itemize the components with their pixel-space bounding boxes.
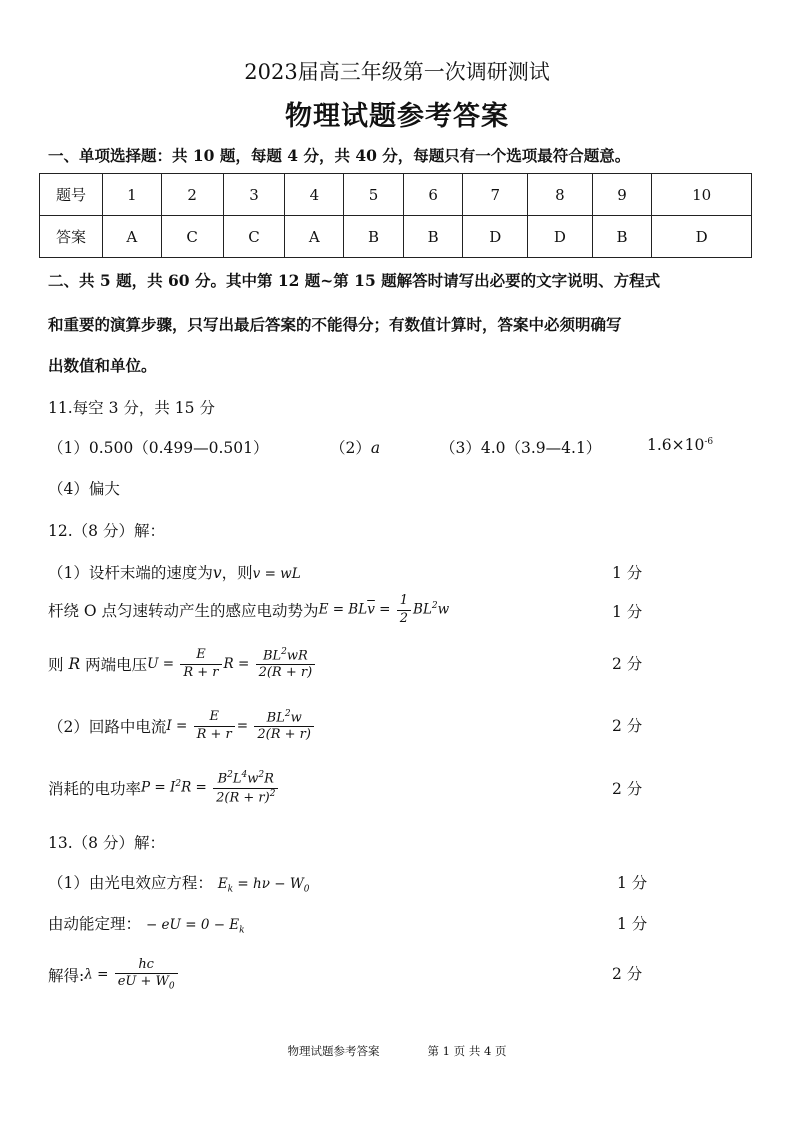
q12-step-3 <box>48 642 317 686</box>
fraction: $\frac{BL^2w}{2(R + r)}$ <box>254 709 314 744</box>
q11-answer-2-value: a <box>370 439 381 457</box>
q12-step-4 <box>48 704 316 748</box>
answer-table <box>39 173 752 258</box>
table-cell: 7 <box>463 174 528 216</box>
fraction: $\frac{E}{R + r}$ <box>194 709 235 743</box>
fraction: $\frac{BL^2wR}{2(R + r)}$ <box>256 647 316 682</box>
table-cell: D <box>463 216 528 258</box>
section2-line-2: 和重要的演算步骤，只写出最后答案的不能得分；有数值计算时，答案中必须明确写 <box>48 315 622 334</box>
table-cell: B <box>344 216 404 258</box>
table-row-answers <box>40 216 752 258</box>
page-footer <box>0 1043 794 1059</box>
fraction: $\frac{1}{2}$ <box>397 593 411 627</box>
table-cell: 1 <box>103 174 162 216</box>
table-cell: A <box>285 216 344 258</box>
q11-heading: 11.每空 3 分，共 15 分 <box>48 399 215 417</box>
q12-power-equation: $P = I^2R$ = $\frac{B^2L^4w^2R}{2(R + r)^2}$ <box>141 770 280 806</box>
table-row-numbers <box>40 174 752 216</box>
fraction: $\frac{E}{R + r}$ <box>180 647 221 681</box>
table-cell: 9 <box>592 174 652 216</box>
q12-step-5-text: 消耗的电功率 <box>48 780 142 798</box>
q12-step-2 <box>48 593 449 627</box>
q12-step-1-score: 1 分 <box>612 564 643 582</box>
q11-answer-3b <box>647 436 713 454</box>
table-cell: A <box>103 216 162 258</box>
table-header-cell: 答案 <box>40 216 103 258</box>
table-cell: 2 <box>161 174 223 216</box>
q12-step-2-text: 杆绕 O 点匀速转动产生的感应电动势为 <box>48 602 319 620</box>
q13-wavelength-equation: λ = $\frac{hc}{eU + W_0}$ <box>84 957 179 993</box>
fraction: $\frac{B^2L^4w^2R}{2(R + r)^2}$ <box>213 770 278 806</box>
q13-step-1 <box>48 871 309 895</box>
q12-step-4-text: （2）回路中电流 <box>48 718 167 736</box>
q13-photoelectric-equation: $E_k = h\nu - W_0$ <box>217 876 310 895</box>
q13-heading: 13.（8 分）解： <box>48 834 165 852</box>
q13-step-3-text: 解得: <box>48 967 85 985</box>
table-cell: 8 <box>528 174 593 216</box>
q12-step-3-score: 2 分 <box>612 655 643 673</box>
q12-current-equation: I = $\frac{E}{R + r}$ = $\frac{BL^2w}{2(R + r)}$ <box>166 709 316 744</box>
table-cell: 5 <box>344 174 404 216</box>
answer-key-title: 物理试题参考答案 <box>285 101 509 132</box>
section2-line-1: 二、共 5 题，共 60 分。其中第 12 题~第 15 题解答时请写出必要的文字说明、方程式 <box>48 271 661 290</box>
q12-step-5-score: 2 分 <box>612 780 643 798</box>
q12-step-1-mid: ，则 <box>221 564 253 582</box>
table-cell: C <box>161 216 223 258</box>
q13-step-2-text: 由动能定理： <box>48 915 142 933</box>
section1-heading: 一、单项选择题：共 10 题，每题 4 分，共 40 分，每题只有一个选项最符合题意。 <box>48 146 631 165</box>
q13-step-3-score: 2 分 <box>612 965 643 983</box>
fraction: $\frac{hc}{eU + W_0}$ <box>115 957 178 993</box>
q11-answer-3b-base: 1.6×10 <box>647 436 705 454</box>
q12-step-3-text-b: 两端电压 <box>85 656 148 674</box>
q11-answer-4: （4）偏大 <box>48 480 120 498</box>
q11-answer-1: （1）0.500（0.499—0.501） <box>48 439 269 457</box>
q12-voltage-equation: U = $\frac{E}{R + r}$ R = $\frac{BL^2wR}{2(R + r)}$ <box>147 647 317 682</box>
q13-step-3 <box>48 952 180 998</box>
q12-resistor-symbol: R <box>68 655 81 673</box>
q13-kinetic-energy-equation: − eU = $0 - E_k$ <box>145 917 245 936</box>
q13-step-2-score: 1 分 <box>617 915 648 933</box>
q13-step-1-text: （1）由光电效应方程： <box>48 874 213 892</box>
q12-step-1-text: （1）设杆末端的速度为 <box>48 564 213 582</box>
page-number: 第 1 页 共 4 页 <box>427 1044 507 1058</box>
q13-step-2 <box>48 912 245 936</box>
q12-step-1 <box>48 561 301 583</box>
q12-step-3-text-a: 则 <box>48 656 64 674</box>
table-cell: 3 <box>223 174 285 216</box>
q12-emf-equation: $E = BL\overline{v}$ = $\frac{1}{2}$ $BL^2w$ <box>318 593 450 626</box>
table-cell: D <box>528 216 593 258</box>
table-cell: C <box>223 216 285 258</box>
q11-answer-3: （3）4.0（3.9—4.1） <box>440 439 602 457</box>
exam-title: 2023届高三年级第一次调研测试 <box>244 60 550 84</box>
table-cell: 10 <box>652 174 752 216</box>
q11-answer-2 <box>330 436 380 458</box>
q12-heading: 12.（8 分）解： <box>48 522 165 540</box>
q11-answer-3b-exponent: -6 <box>704 436 714 447</box>
q12-step-2-score: 1 分 <box>612 603 643 621</box>
q12-velocity-symbol: v <box>212 564 222 582</box>
section2-line-3: 出数值和单位。 <box>48 356 157 375</box>
table-cell: B <box>403 216 463 258</box>
q12-step-5 <box>48 765 280 811</box>
table-cell: 6 <box>403 174 463 216</box>
q12-velocity-equation: v = wL <box>252 566 301 582</box>
table-header-cell: 题号 <box>40 174 103 216</box>
table-cell: D <box>652 216 752 258</box>
q11-answer-2-label: （2） <box>330 439 371 457</box>
table-cell: B <box>592 216 652 258</box>
table-cell: 4 <box>285 174 344 216</box>
footer-title: 物理试题参考答案 <box>287 1044 380 1058</box>
q12-step-4-score: 2 分 <box>612 717 643 735</box>
q13-step-1-score: 1 分 <box>617 874 648 892</box>
